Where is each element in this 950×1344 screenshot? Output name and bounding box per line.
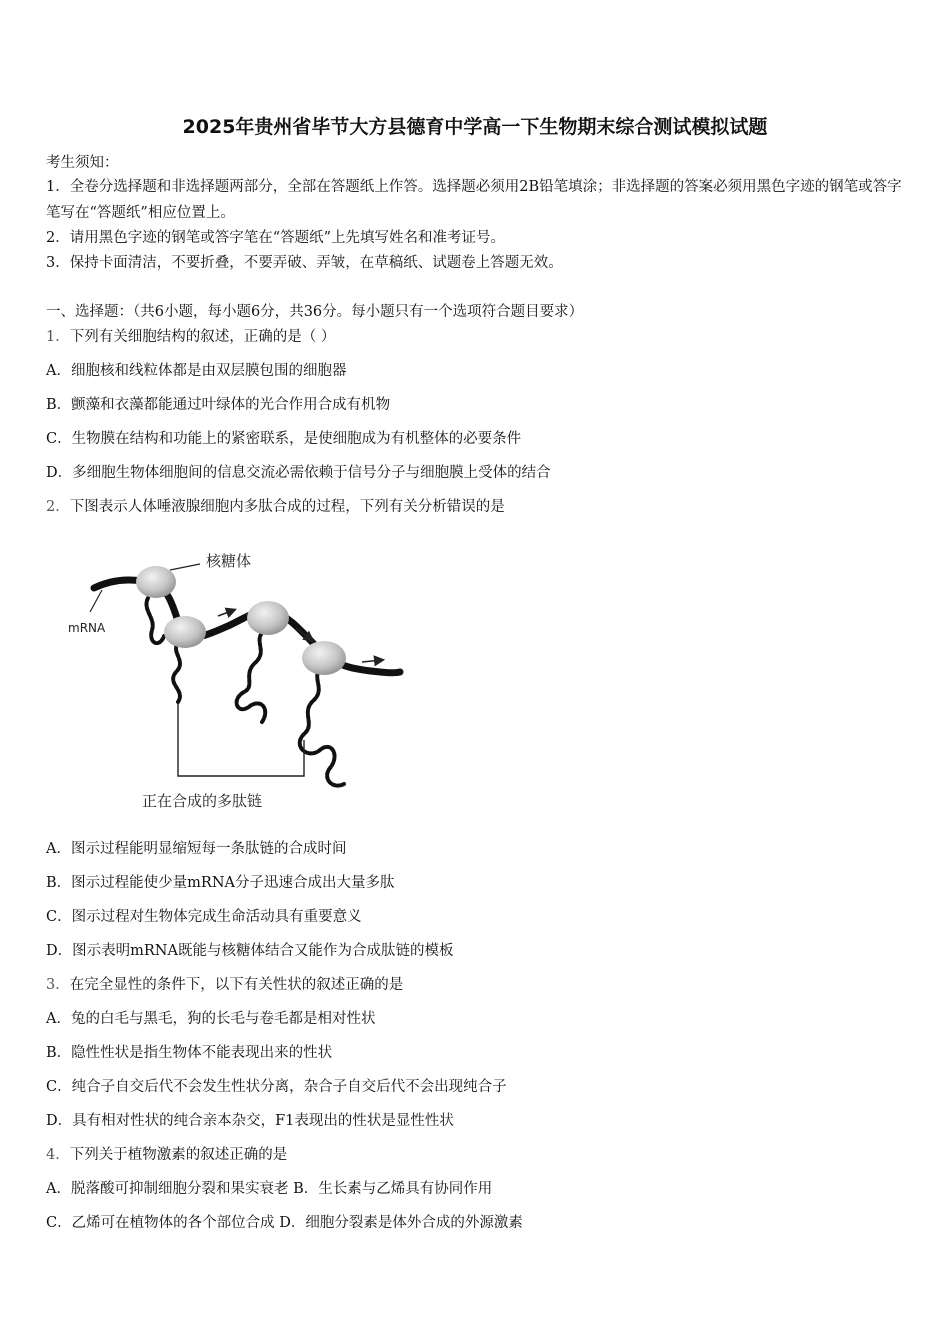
question-2-option-d: D．图示表明mRNA既能与核糖体结合又能作为合成肽链的模板 xyxy=(46,943,454,959)
polypeptide-label: 正在合成的多肽链 xyxy=(142,792,263,810)
page-title: 2025年贵州省毕节大方县德育中学高一下生物期末综合测试模拟试题 xyxy=(182,116,768,138)
question-4-options-ab: A．脱落酸可抑制细胞分裂和果实衰老 B．生长素与乙烯具有协同作用 xyxy=(46,1181,493,1197)
question-1-stem: 下列有关细胞结构的叙述，正确的是（ ） xyxy=(69,329,336,345)
question-4-stem: 下列关于植物激素的叙述正确的是 xyxy=(69,1147,288,1163)
mrna-label: mRNA xyxy=(68,621,106,635)
question-3-stem: 在完全显性的条件下，以下有关性状的叙述正确的是 xyxy=(69,977,404,993)
question-3-number: 3． xyxy=(46,977,70,993)
question-1-number: 1． xyxy=(46,329,70,345)
question-3-option-c: C．纯合子自交后代不会发生性状分离，杂合子自交后代不会出现纯合子 xyxy=(46,1079,507,1095)
question-1-option-a: A．细胞核和线粒体都是由双层膜包围的细胞器 xyxy=(46,363,347,379)
ribosome-label: 核糖体 xyxy=(206,552,252,570)
question-3-option-a: A．兔的白毛与黑毛，狗的长毛与卷毛都是相对性状 xyxy=(46,1011,376,1027)
question-3 xyxy=(46,975,403,995)
question-2-option-a: A．图示过程能明显缩短每一条肽链的合成时间 xyxy=(46,841,347,857)
question-4-options-cd: C．乙烯可在植物体的各个部位合成 D．细胞分裂素是体外合成的外源激素 xyxy=(46,1215,523,1231)
question-2-number: 2． xyxy=(46,499,70,515)
notice-item-2: 2．请用黑色字迹的钢笔或答字笔在“答题纸”上先填写姓名和准考证号。 xyxy=(46,230,506,246)
polyribosome-figure xyxy=(60,540,420,825)
question-3-option-d: D．具有相对性状的纯合亲本杂交，F1表现出的性状是显性性状 xyxy=(46,1113,454,1129)
question-3-option-b: B．隐性性状是指生物体不能表现出来的性状 xyxy=(46,1045,333,1061)
question-2-option-c: C．图示过程对生物体完成生命活动具有重要意义 xyxy=(46,909,362,925)
section-heading: 一、选择题：（共6小题，每小题6分，共36分。每小题只有一个选项符合题目要求） xyxy=(46,304,584,320)
question-1-option-d: D．多细胞生物体细胞间的信息交流必需依赖于信号分子与细胞膜上受体的结合 xyxy=(46,465,551,481)
question-1 xyxy=(46,327,335,347)
question-2-stem: 下图表示人体唾液腺细胞内多肽合成的过程，下列有关分析错误的是 xyxy=(69,499,505,515)
question-1-option-b: B．颤藻和衣藻都能通过叶绿体的光合作用合成有机物 xyxy=(46,397,391,413)
question-1-option-c: C．生物膜在结构和功能上的紧密联系，是使细胞成为有机整体的必要条件 xyxy=(46,431,522,447)
mrna-strand xyxy=(94,580,400,673)
notice-heading: 考生须知： xyxy=(46,155,119,171)
notice-item-3: 3．保持卡面清洁，不要折叠，不要弄破、弄皱，在草稿纸、试题卷上答题无效。 xyxy=(46,255,563,271)
question-2-option-b: B．图示过程能使少量mRNA分子迅速合成出大量多肽 xyxy=(46,875,395,891)
notice-item-1: 1．全卷分选择题和非选择题两部分，全部在答题纸上作答。选择题必须用2B铅笔填涂；非选择题的答案必须用黑色字迹的钢笔或答字笔写在“答题纸”相应位置上。 xyxy=(46,179,902,221)
question-4 xyxy=(46,1145,287,1165)
question-4-number: 4． xyxy=(46,1147,70,1163)
question-2 xyxy=(46,497,505,517)
